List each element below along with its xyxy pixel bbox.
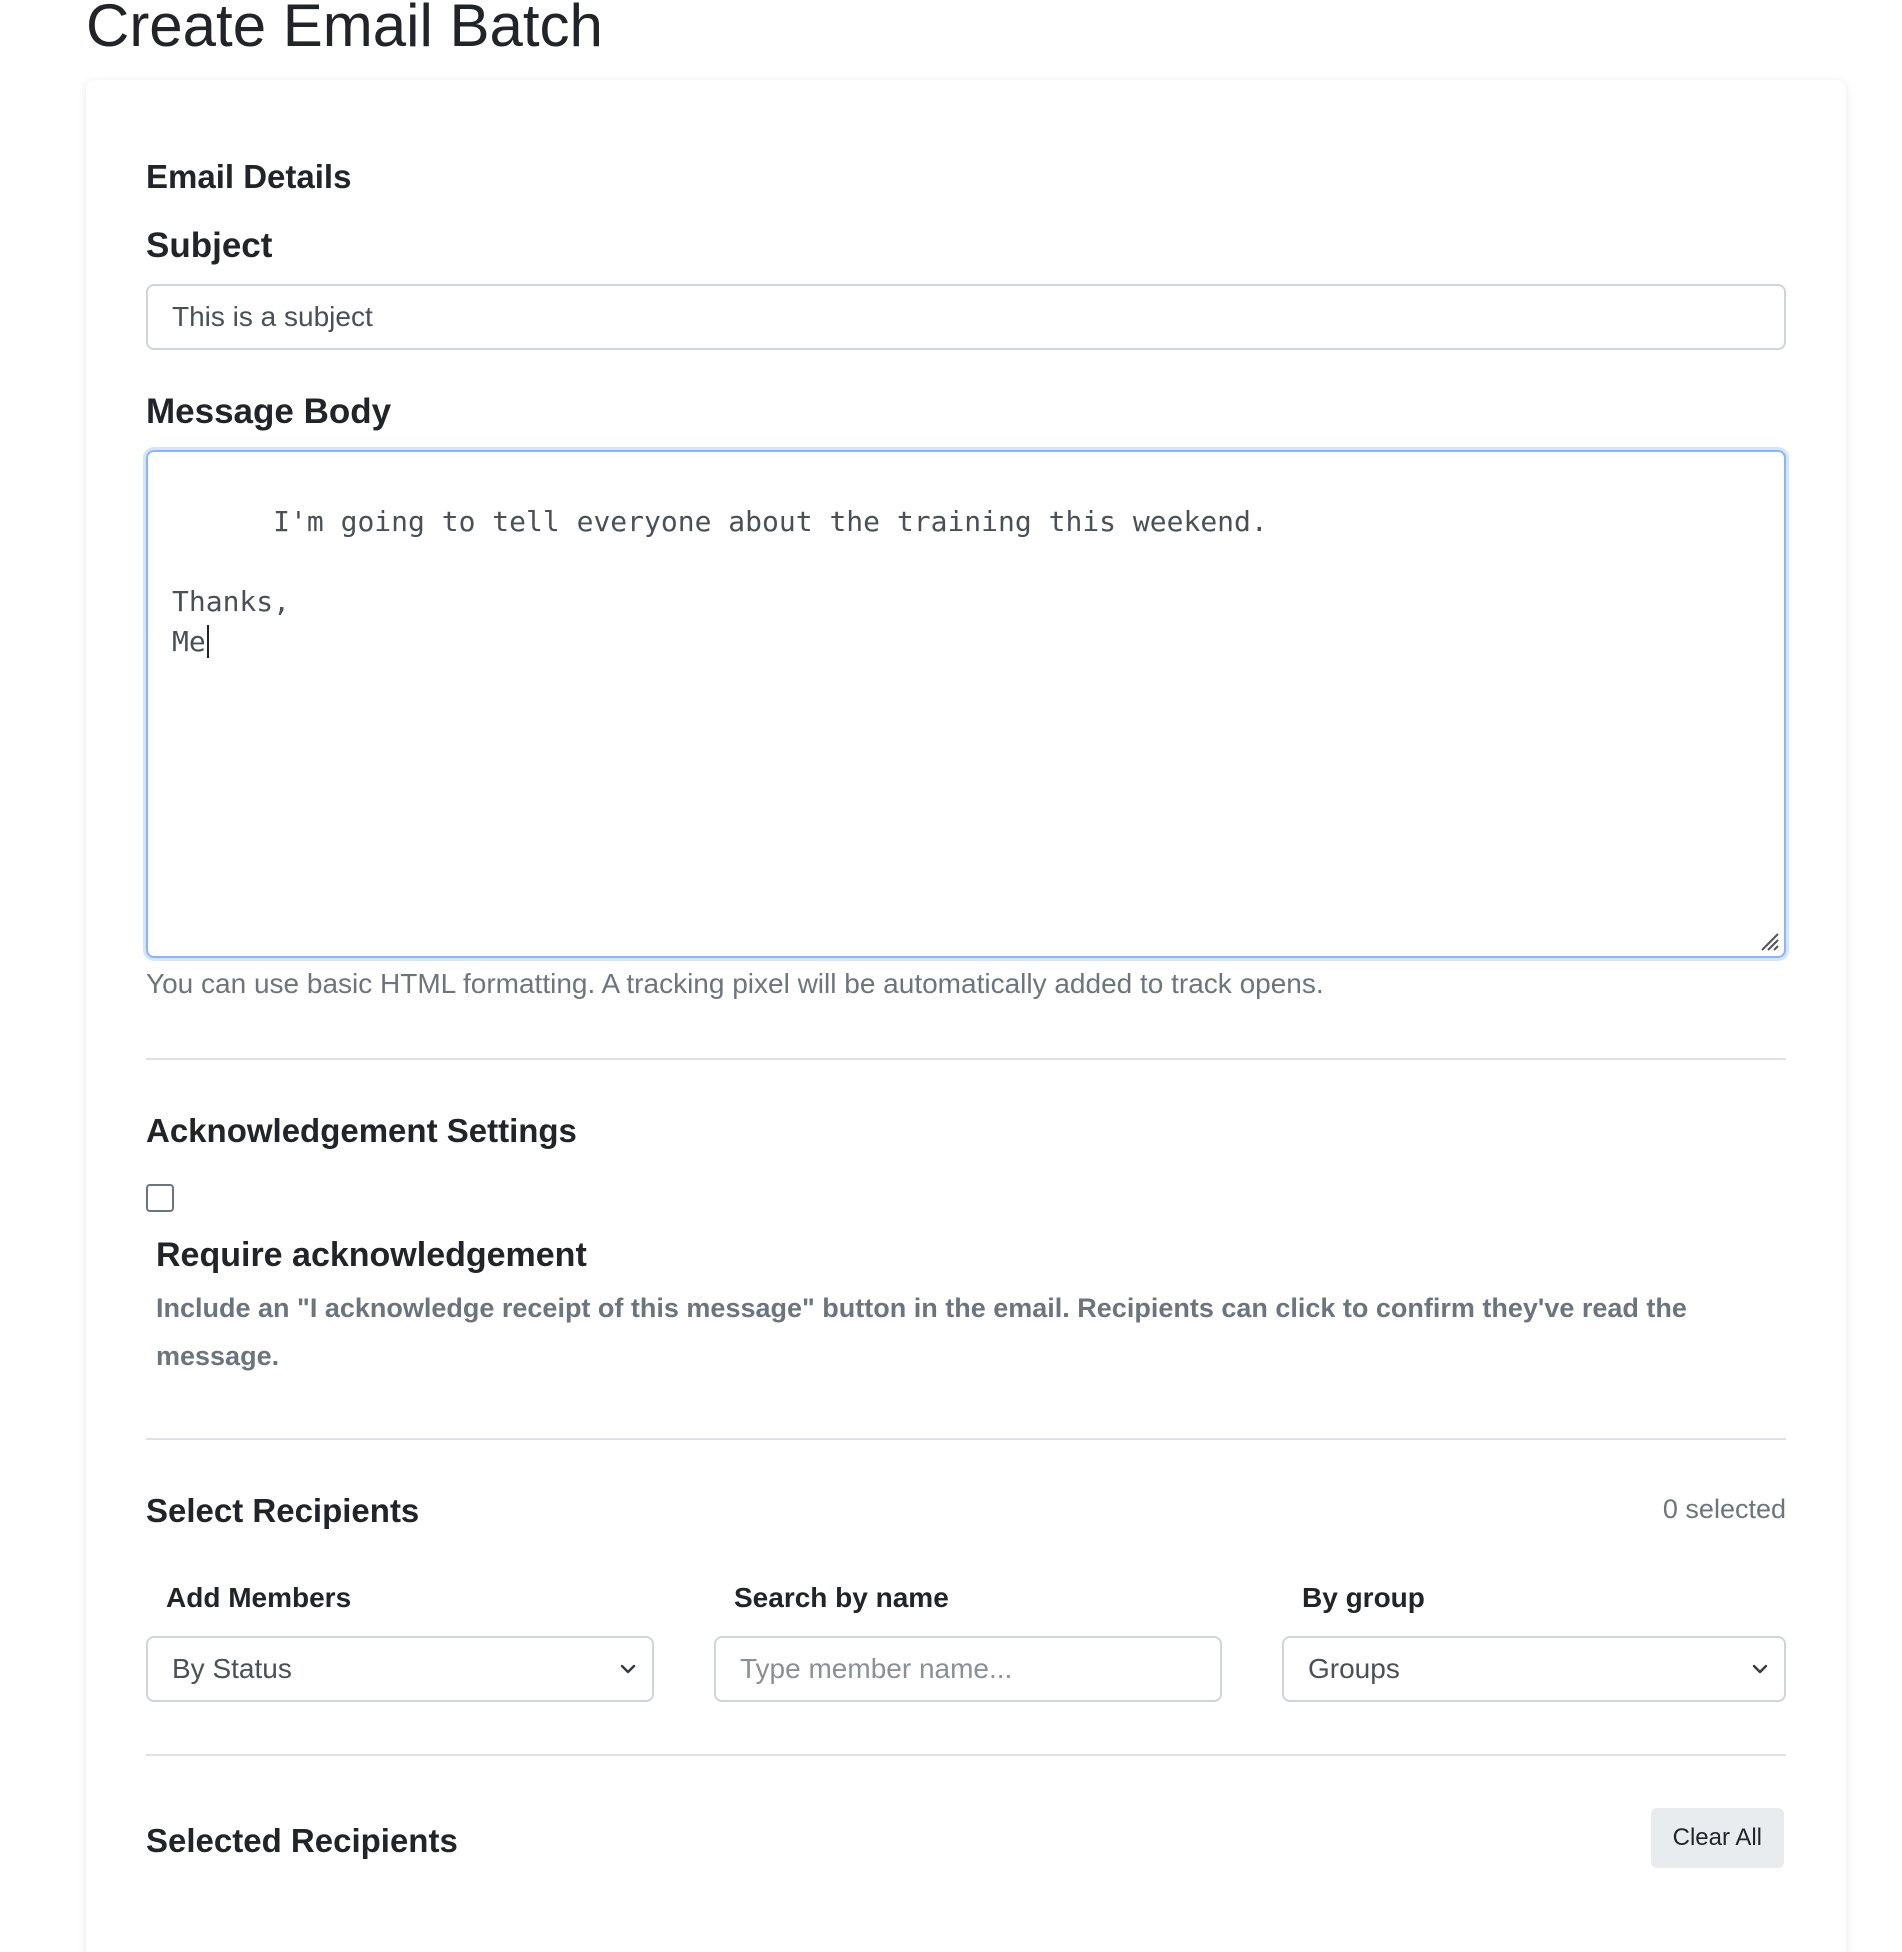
message-body-label: Message Body	[146, 392, 392, 431]
email-batch-form-card	[86, 80, 1846, 1952]
search-member-input[interactable]	[714, 1636, 1222, 1702]
search-by-name-label: Search by name	[734, 1582, 949, 1613]
chevron-down-icon	[1750, 1659, 1770, 1679]
require-acknowledgement-checkbox[interactable]	[146, 1184, 174, 1212]
resize-grip-icon[interactable]	[1756, 928, 1780, 952]
selected-recipients-heading: Selected Recipients	[146, 1822, 458, 1859]
acknowledgement-heading: Acknowledgement Settings	[146, 1112, 577, 1149]
by-group-select[interactable]	[1282, 1636, 1786, 1702]
add-members-label: Add Members	[166, 1582, 352, 1613]
add-members-select-value: By Status	[172, 1653, 292, 1684]
add-members-select[interactable]	[146, 1636, 654, 1702]
message-body-textarea[interactable]	[146, 450, 1786, 958]
require-acknowledgement-title: Require acknowledgement	[156, 1236, 587, 1274]
selected-count: 0 selected	[1662, 1494, 1786, 1524]
page-title: Create Email Batch	[86, 0, 603, 59]
divider	[146, 1754, 1786, 1756]
by-group-label: By group	[1302, 1582, 1425, 1613]
select-recipients-heading: Select Recipients	[146, 1492, 420, 1529]
message-body-help-text: You can use basic HTML formatting. A tracking pixel will be automatically added to track opens.	[146, 968, 1324, 999]
email-details-heading: Email Details	[146, 158, 352, 195]
clear-all-button[interactable]: Clear All	[1651, 1808, 1784, 1868]
divider	[146, 1438, 1786, 1440]
subject-label: Subject	[146, 226, 273, 265]
require-acknowledgement-description: Include an "I acknowledge receipt of this message" button in the email. Recipients can click to confirm they've read the message.	[156, 1293, 1687, 1371]
message-body-text: I'm going to tell everyone about the training this weekend. Thanks, Me	[172, 505, 1268, 658]
divider	[146, 1058, 1786, 1060]
chevron-down-icon	[618, 1659, 638, 1679]
by-group-select-value: Groups	[1308, 1653, 1400, 1684]
subject-input[interactable]	[146, 284, 1786, 350]
